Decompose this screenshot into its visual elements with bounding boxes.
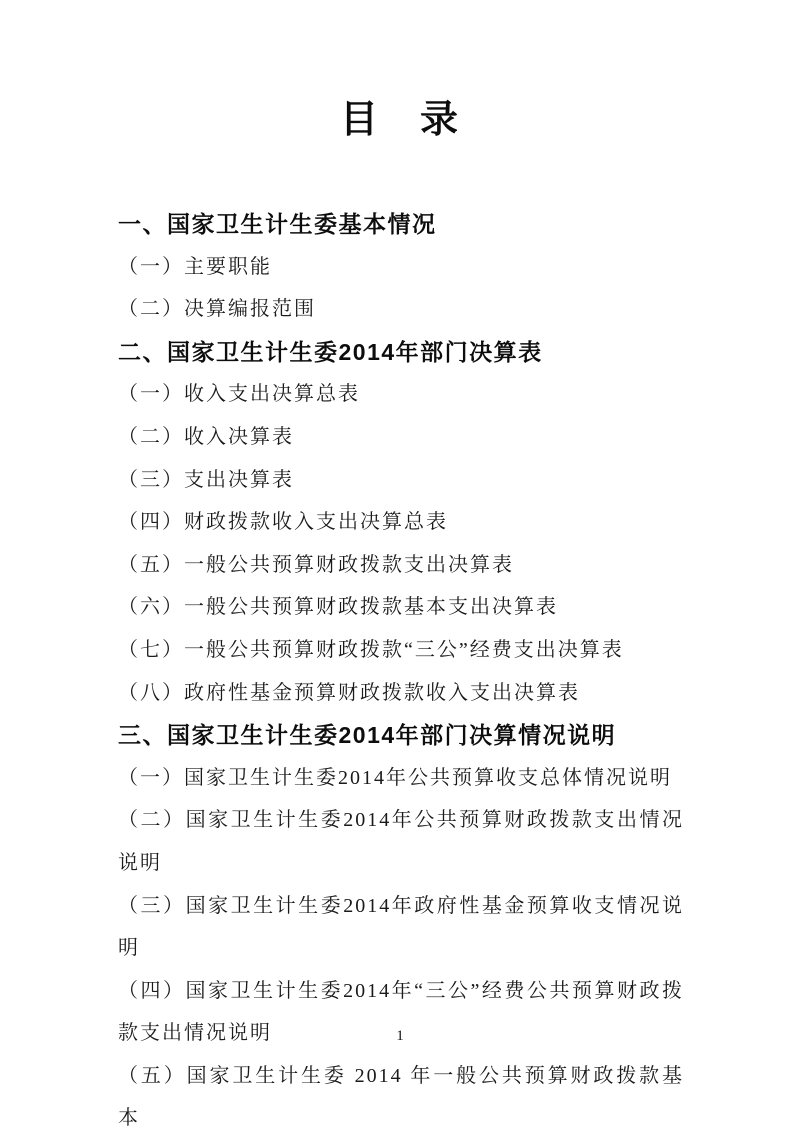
toc-item-1-1: （一）主要职能 [118, 255, 272, 278]
toc-item-2-1: （一）收入支出决算总表 [118, 383, 360, 406]
toc-item-2-8: （八）政府性基金预算财政拨款收入支出决算表 [118, 681, 580, 704]
toc-item-2-2: （二）收入决算表 [118, 425, 294, 448]
toc-heading-3: 三、国家卫生计生委2014年部门决算情况说明 [118, 722, 617, 749]
toc-heading-1: 一、国家卫生计生委基本情况 [118, 211, 437, 237]
page-number: 1 [396, 1028, 404, 1044]
toc-item-3-4: （四）国家卫生计生委2014年“三公”经费公共预算财政拨款支出情况说明 [118, 979, 684, 1045]
page-title: 目 录 [339, 99, 460, 141]
toc-item-3-1: （一）国家卫生计生委2014年公共预算收支总体情况说明 [118, 766, 672, 789]
toc-item-3-5: （五）国家卫生计生委 2014 年一般公共预算财政拨款基本 [118, 1064, 684, 1130]
toc-item-2-3: （三）支出决算表 [118, 468, 294, 491]
toc-item-1-2: （二）决算编报范围 [118, 298, 316, 321]
toc-item-2-5: （五）一般公共预算财政拨款支出决算表 [118, 553, 514, 576]
toc-item-2-7: （七）一般公共预算财政拨款“三公”经费支出决算表 [118, 638, 624, 661]
toc-item-3-2: （二）国家卫生计生委2014年公共预算财政拨款支出情况说明 [118, 809, 684, 874]
toc-item-2-4: （四）财政拨款收入支出决算总表 [118, 511, 448, 534]
toc-heading-2: 二、国家卫生计生委2014年部门决算表 [118, 338, 543, 365]
toc-item-2-6: （六）一般公共预算财政拨款基本支出决算表 [118, 596, 558, 619]
toc-item-3-3: （三）国家卫生计生委2014年政府性基金预算收支情况说明 [118, 894, 684, 960]
table-of-contents [118, 203, 684, 1131]
